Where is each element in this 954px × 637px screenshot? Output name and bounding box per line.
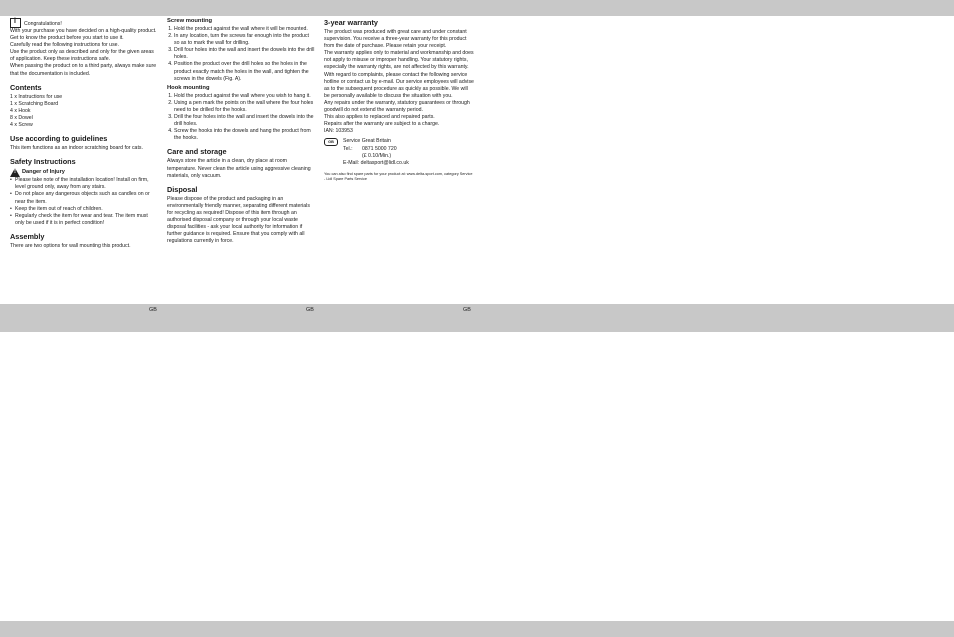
list-item: 3. Drill four holes into the wall and insert the dowels into the drill holes.: [174, 47, 315, 61]
list-item: 2. In any location, turn the screws far enough into the product so as to mark the wall for drilling.: [174, 33, 315, 47]
service-details: [343, 138, 409, 166]
column-1: [10, 18, 158, 250]
tel-label: Tel.:: [343, 145, 353, 152]
safety-heading: Safety Instructions: [10, 157, 76, 167]
screw-steps: [167, 26, 315, 83]
list-item: 1. Hold the product against the wall where it will be mounted.: [174, 26, 315, 33]
column-2: [167, 18, 315, 245]
intro-paragraph: With your purchase you have decided on a high-quality product. Get to know the product before you start to use it.: [10, 28, 157, 42]
list-item: • Regularly check the item for wear and tear. The item must only be used if it is in perfect condition!: [10, 213, 158, 227]
page-footer-gb: GB: [306, 307, 314, 313]
disposal-text: Please dispose of the product and packaging in an environmentally friendly manner, separating different materials for recycling as required! Dispose of this item through an authorised disposal company or through your local waste disposal facilities - ask your local authority for information if further guidance is required. Ensure that you comply with all regulations currently in force.: [167, 195, 310, 245]
warranty-paragraph: The product was produced with great care and under constant supervision. You receive a three-year warranty for this product from the date of purchase. Please retain your receipt.: [324, 29, 467, 50]
care-heading: Care and storage: [167, 147, 227, 157]
middle-band: [0, 304, 954, 332]
intro-paragraph: Use the product only as described and only for the given areas of application. Keep these instructions safe.: [10, 49, 154, 63]
care-text: Always store the article in a clean, dry place at room temperature. Never clean the article using aggressive cleaning materials, only vacuum.: [167, 158, 311, 179]
danger-row: [10, 168, 158, 177]
list-item: 8 x Dowel: [10, 114, 33, 121]
warranty-paragraph: The warranty applies only to material and workmanship and does not apply to misuse or improper handling. Your statutory rights, especially the warranty rights, are not affected by this warranty.: [324, 50, 474, 71]
tel-value: 0871 5000 720: [361, 145, 397, 152]
service-name: Service Great Britain: [343, 138, 391, 145]
use-heading: Use according to guidelines: [10, 134, 108, 144]
list-item: • Please take note of the installation location! Install on firm, level ground only, away from any stairs.: [10, 177, 158, 191]
disposal-heading: Disposal: [167, 184, 198, 194]
list-item: 4 x Hook: [10, 107, 31, 114]
contents-heading: Contents: [10, 82, 42, 92]
safety-list: [10, 177, 158, 227]
congrats-row: [10, 18, 158, 28]
assembly-text: There are two options for wall mounting this product.: [10, 242, 131, 249]
email-row: [343, 160, 409, 167]
service-block: [324, 138, 474, 166]
list-item: 2. Using a pen mark the points on the wall where the four holes need to be drilled for the hooks.: [174, 100, 315, 114]
hook-mounting-heading: Hook mounting: [167, 84, 210, 91]
list-item: 4. Screw the hooks into the dowels and hang the product from the hooks.: [174, 128, 315, 142]
list-item: 1 x Scratching Board: [10, 100, 59, 107]
list-item: 4. Position the product over the drill holes so the holes in the product exactly match the holes in the wall, and tighten the screws in the dowels (Fig. A).: [174, 61, 315, 82]
list-item: 1 x Instructions for use: [10, 93, 63, 100]
intro-paragraph: When passing the product on to a third party, always make sure that the documentation is included.: [10, 63, 157, 77]
top-band: [0, 0, 954, 16]
warranty-paragraph: This also applies to replaced and repaired parts.: [324, 114, 435, 121]
warranty-paragraph: Repairs after the warranty are subject to a charge.: [324, 121, 440, 128]
warranty-paragraph: Any repairs under the warranty, statutory guarantees or through goodwill do not extend the warranty period.: [324, 99, 470, 114]
list-item: • Keep the item out of reach of children.: [10, 206, 158, 213]
warranty-heading: 3-year warranty: [324, 18, 378, 27]
tel-rate: (£ 0.10/Min.): [362, 152, 392, 159]
hook-steps: [167, 93, 315, 143]
ian-number: IAN: 103953: [324, 128, 353, 135]
congrats-text: Congratulations!: [24, 20, 62, 27]
use-text: This item functions as an indoor scratching board for cats.: [10, 145, 143, 152]
email-label: E-Mail:: [343, 159, 360, 166]
tel-row: [343, 146, 409, 153]
assembly-heading: Assembly: [10, 231, 45, 241]
screw-mounting-heading: Screw mounting: [167, 18, 213, 24]
list-item: • Do not place any dangerous objects such as candles on or near the item.: [10, 191, 158, 205]
warranty-paragraph: With regard to complaints, please contact the following service hotline or contact us by e-mail. Our service employees will advise as to the subsequent procedure as quickly as possible. We will be personally available to discuss the situation with you.: [324, 71, 474, 99]
gb-country-badge: GB: [324, 138, 338, 146]
book-info-icon: [10, 18, 21, 28]
warning-triangle-icon: [10, 168, 20, 177]
list-item: 4 x Screw: [10, 122, 33, 129]
intro-paragraph: Carefully read the following instructions for use.: [10, 42, 119, 49]
contents-list: [10, 94, 158, 129]
danger-label: Danger of Injury: [22, 169, 65, 176]
email-link[interactable]: deltasport@lidl.co.uk: [360, 159, 409, 166]
page-footer-gb: GB: [463, 307, 471, 313]
column-3: [324, 18, 474, 182]
bottom-band: [0, 621, 954, 637]
page-footer-gb: GB: [149, 307, 157, 313]
list-item: 3. Drill the four holes into the wall and insert the dowels into the drill holes.: [174, 114, 315, 128]
list-item: 1. Hold the product against the wall where you wish to hang it.: [174, 93, 315, 100]
spare-parts-note: You can also find spare parts for your product at: www.delta-sport.com, category Service - Lidl Spare Parts Service: [324, 171, 473, 181]
